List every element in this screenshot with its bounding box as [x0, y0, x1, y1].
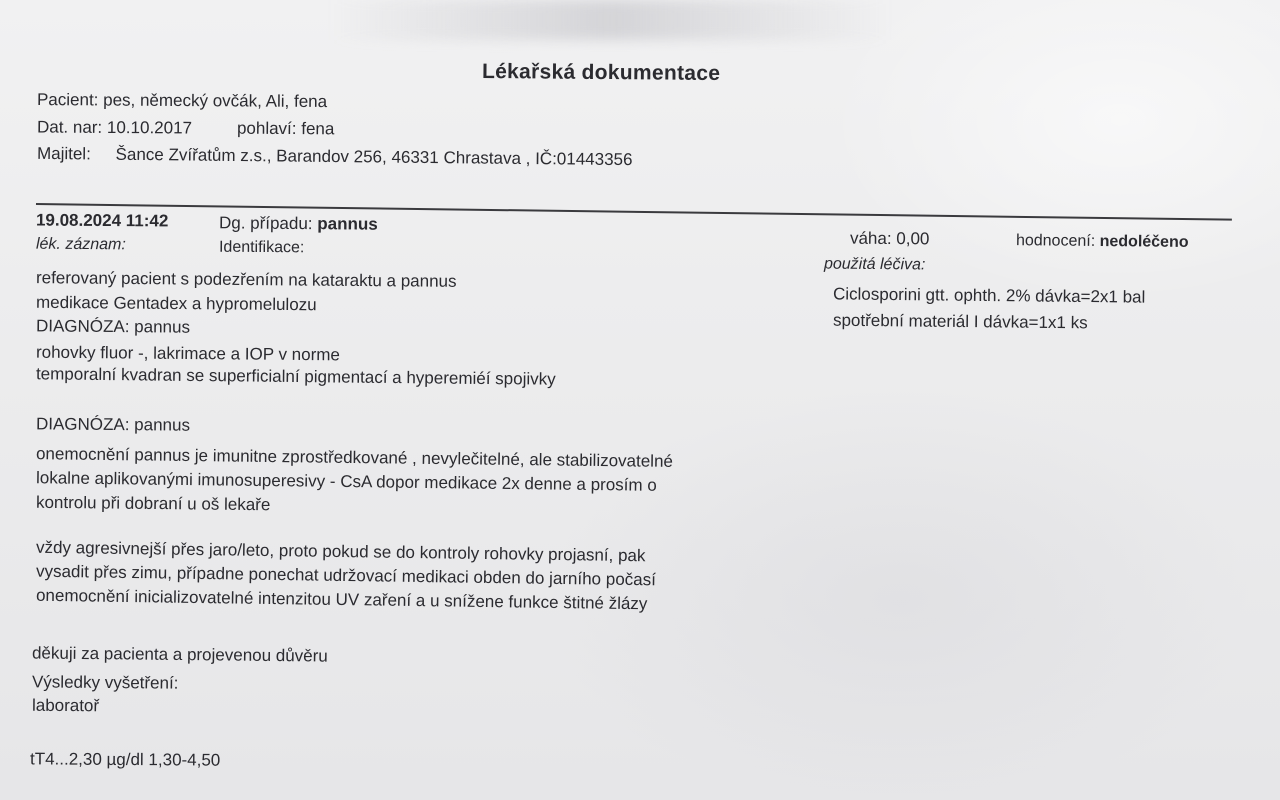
- birth-label: Dat. nar:: [36, 117, 103, 137]
- weight-label: váha:: [849, 228, 892, 249]
- lab-result: tT4...2,30 µg/dl 1,30-4,50: [29, 749, 221, 770]
- owner-label: Majitel:: [36, 143, 91, 164]
- weight-row: [850, 229, 930, 250]
- note-label: lék. záznam:: [35, 235, 126, 254]
- body-line: onemocnění pannus je imunitne zprostředkované , nevylečitelné, ale stabilizovatelné: [35, 444, 674, 471]
- diagnosis-heading: DIAGNÓZA: pannus: [35, 414, 191, 435]
- body-line: vysadit přes zimu, případne ponechat udržovací medikaci obden do jarního počasí: [35, 561, 657, 590]
- medication-item: Ciclosporini gtt. ophth. 2% dávka=2x1 bal: [832, 284, 1146, 307]
- owner-value: Šance Zvířatům z.s., Barandov 256, 46331 Chrastava , IČ:01443356: [115, 144, 633, 170]
- sex-label: pohlaví:: [236, 118, 297, 139]
- body-line: onemocnění inicializovatelné intenzitou UV zaření a u snížene funkce štitné žlázy: [35, 585, 648, 614]
- owner-row: [37, 144, 633, 170]
- medications-label: použitá léčiva:: [823, 255, 926, 274]
- body-line: kontrolu při dobraní u oš lekaře: [35, 492, 271, 515]
- patient-line: Pacient: pes, německý ovčák, Ali, fena: [36, 89, 328, 112]
- header-separator: [36, 203, 1232, 221]
- rating-label: hodnocení:: [1015, 232, 1096, 250]
- record-datetime: 19.08.2024 11:42: [35, 210, 169, 231]
- rating-value: nedoléčeno: [1099, 232, 1189, 251]
- body-line: laboratoř: [31, 695, 100, 716]
- birth-row: [37, 117, 192, 138]
- weight-value: 0,00: [896, 229, 930, 249]
- diagnosis-heading: DIAGNÓZA: pannus: [35, 316, 191, 337]
- sex-value: fena: [301, 119, 335, 139]
- birth-value: 10.10.2017: [106, 117, 193, 138]
- body-line: medikace Gentadex a hypromelulozu: [35, 292, 317, 315]
- document-title: Lékařská dokumentace: [481, 59, 721, 86]
- case-value: pannus: [317, 214, 378, 234]
- body-line: temporalní kvadran se superficialní pigmentací a hyperemiéí spojivky: [35, 364, 556, 389]
- paper-fold-shadow: [330, 0, 890, 40]
- rating-row: [1016, 231, 1189, 253]
- body-line: lokalne aplikovanými imunosuperesivy - CsA dopor medikace 2x denne a prosím o: [35, 468, 657, 495]
- body-line: referovaný pacient s podezřením na kataraktu a pannus: [35, 268, 457, 291]
- identification-label: Identifikace:: [218, 238, 305, 257]
- case-row: [219, 213, 378, 234]
- body-line: vždy agresivnejší přes jaro/leto, proto pokud se do kontroly rohovky projasní, pak: [35, 537, 646, 566]
- body-line: děkuji za pacienta a projevenou důvěru: [31, 643, 328, 666]
- results-heading: Výsledky vyšetření:: [31, 672, 179, 693]
- body-line: rohovky fluor -, lakrimace a IOP v norme: [35, 342, 340, 365]
- case-label: Dg. případu:: [218, 213, 313, 234]
- sex-row: [237, 119, 335, 140]
- medication-item: spotřební materiál I dávka=1x1 ks: [832, 310, 1088, 333]
